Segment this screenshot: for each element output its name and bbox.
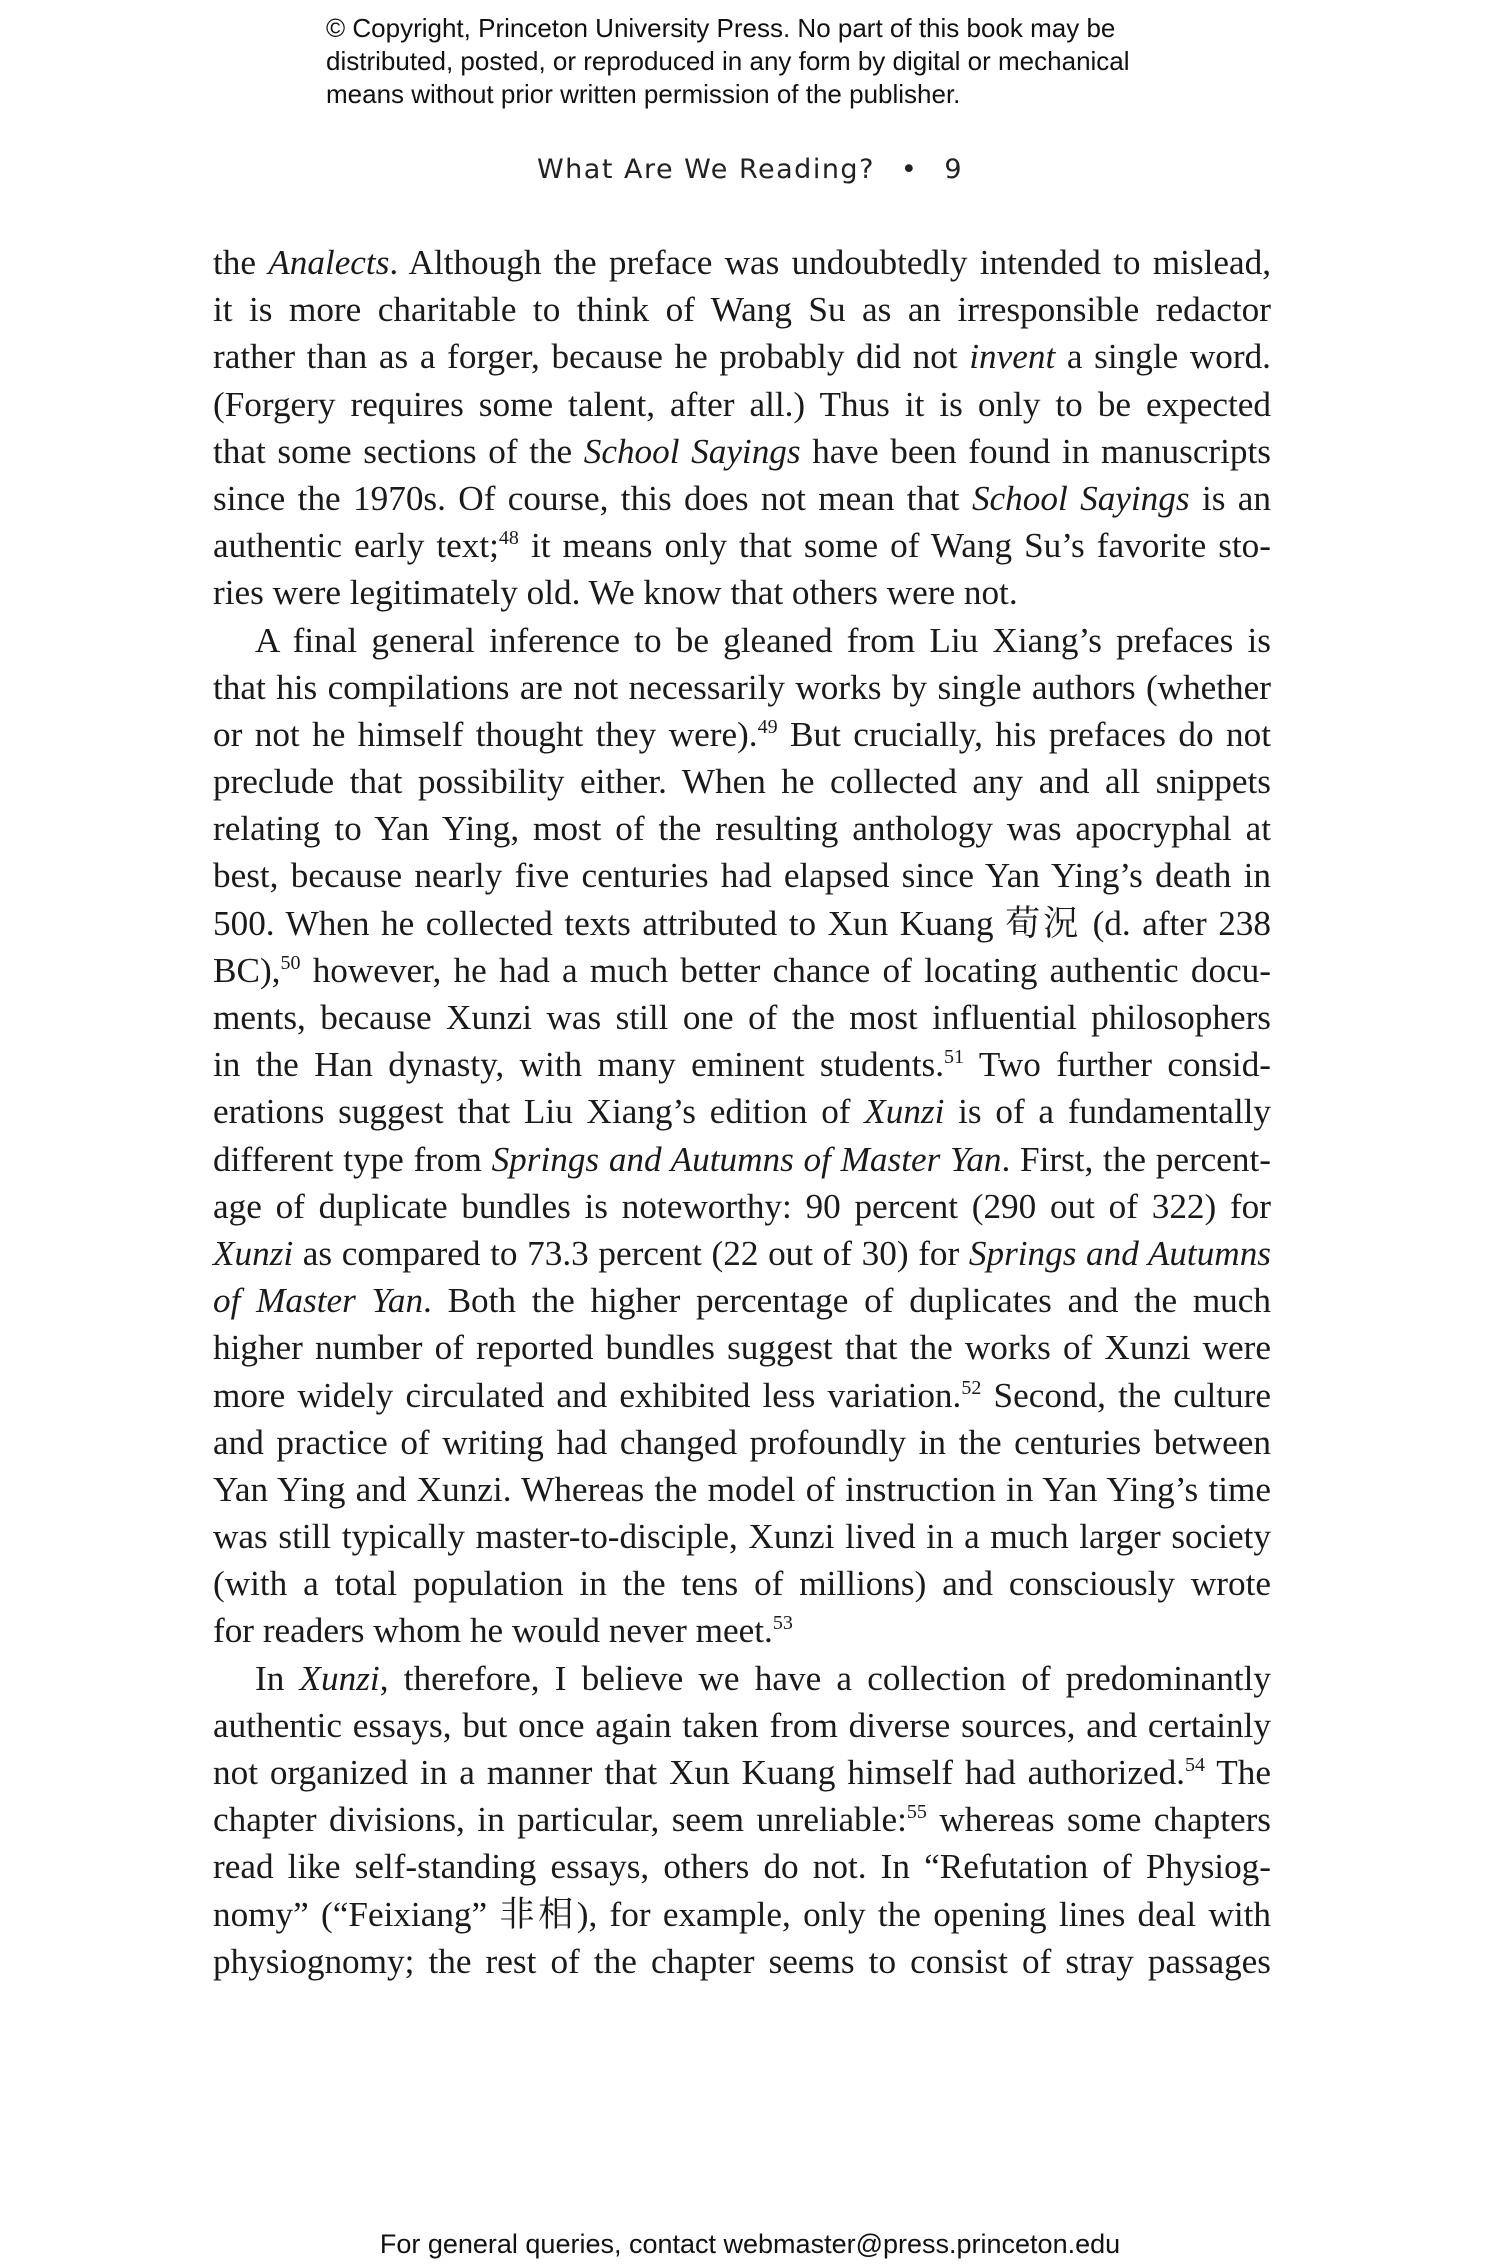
text-segment: and practice of writing had changed profoundly in the centuries between [213, 1422, 1271, 1462]
text-line [213, 522, 1271, 569]
text-line [213, 664, 1271, 711]
italic-text: Xunzi [213, 1233, 294, 1273]
copyright-notice [326, 12, 1206, 111]
italic-text: Xunzi [299, 1658, 380, 1698]
italic-text: Analects [268, 243, 390, 282]
text-segment: best, because nearly five centuries had elapsed since Yan Ying’s death in [213, 856, 1271, 896]
text-segment: higher number of reported bundles suggest that the works of Xunzi were [213, 1328, 1271, 1368]
text-segment: A final general inference to be gleaned from Liu Xiang’s prefaces is [255, 620, 1271, 660]
text-segment: for readers whom he would never meet. [213, 1611, 773, 1651]
text-segment: different type from [213, 1139, 492, 1179]
text-segment: preclude that possibility either. When he collected any and all snippets [213, 762, 1271, 802]
text-line [213, 1466, 1271, 1513]
text-segment: . Both the higher percentage of duplicates and the much [423, 1281, 1271, 1321]
text-line [213, 333, 1271, 380]
footnote-ref: 48 [498, 527, 519, 550]
text-segment: nomy” (“Feixiang” 非相), for example, only the opening lines deal with [213, 1894, 1271, 1934]
text-segment: more widely circulated and exhibited less variation. [213, 1375, 962, 1415]
text-segment: . Although the preface was undoubtedly intended to mislead, [389, 243, 1271, 282]
text-line [213, 1843, 1271, 1890]
text-segment: The [1204, 1753, 1271, 1792]
text-segment: physiognomy; the rest of the chapter seems to consist of stray passages [213, 1941, 1271, 1981]
text-line [213, 1419, 1271, 1466]
text-segment: since the 1970s. Of course, this does not mean that [213, 478, 972, 518]
text-line [213, 1891, 1271, 1938]
text-segment: not organized in a manner that Xun Kuang himself had authorized. [213, 1753, 1185, 1792]
footnote-ref: 53 [772, 1612, 793, 1635]
text-segment: ries were legitimately old. We know that others were not. [213, 573, 1018, 613]
italic-text: School Sayings [583, 431, 801, 471]
text-line [213, 1560, 1271, 1607]
text-segment: read like self-standing essays, others do not. In “Refutation of Physiog- [213, 1847, 1271, 1887]
italic-text: Springs and Autumns of Master Yan [491, 1139, 1002, 1179]
text-segment: Second, the culture [981, 1375, 1271, 1415]
text-segment: is of a fundamentally [944, 1092, 1271, 1132]
text-segment: as compared to 73.3 percent (22 out of 30) for [293, 1233, 969, 1273]
text-segment: (Forgery requires some talent, after all.) Thus it is only to be expected [213, 384, 1271, 424]
text-line [213, 286, 1271, 333]
text-segment: chapter divisions, in particular, seem unreliable: [213, 1800, 907, 1840]
copyright-line: © Copyright, Princeton University Press. No part of this book may be [326, 13, 1116, 43]
running-head-title: What Are We Reading? [536, 154, 875, 185]
text-line [213, 239, 1271, 286]
text-line [213, 1324, 1271, 1371]
text-line [213, 1749, 1271, 1796]
page-number: 9 [944, 154, 964, 185]
text-segment: that some sections of the [213, 431, 584, 471]
text-line [213, 381, 1271, 428]
running-head-separator: • [900, 154, 919, 185]
text-segment: rather than as a forger, because he probably did not [213, 337, 970, 377]
text-line [213, 994, 1271, 1041]
italic-text: Xunzi [864, 1092, 945, 1132]
text-segment: however, he had a much better chance of locating authentic docu- [300, 950, 1271, 990]
footnote-ref: 54 [1184, 1754, 1205, 1776]
footnote-ref: 52 [961, 1376, 982, 1399]
text-segment: it is more charitable to think of Wang Su as an irresponsible redactor [213, 290, 1271, 330]
running-head [0, 152, 1500, 188]
text-line [213, 1796, 1271, 1843]
text-segment: (with a total population in the tens of millions) and consciously wrote [213, 1564, 1271, 1604]
text-line [213, 1655, 1271, 1702]
text-line [213, 428, 1271, 475]
text-segment: was still typically master-to-disciple, Xunzi lived in a much larger society [213, 1517, 1271, 1557]
text-line [213, 1230, 1271, 1277]
text-line [213, 617, 1271, 664]
text-line [213, 1088, 1271, 1135]
text-line [213, 900, 1271, 947]
text-line [213, 1513, 1271, 1560]
text-line [213, 1702, 1271, 1749]
text-segment: in the Han dynasty, with many eminent students. [213, 1045, 945, 1085]
text-line [213, 1136, 1271, 1183]
text-segment: , therefore, I believe we have a collection of predominantly [379, 1658, 1271, 1698]
text-segment: In [255, 1658, 300, 1698]
footer-contact: For general queries, contact webmaster@press.princeton.edu [379, 2229, 1121, 2259]
text-segment: that his compilations are not necessarily works by single authors (whether [213, 667, 1271, 707]
text-segment: But crucially, his prefaces do not [777, 714, 1271, 754]
text-line [213, 1183, 1271, 1230]
text-line [213, 569, 1271, 616]
text-segment: Yan Ying and Xunzi. Whereas the model of instruction in Yan Ying’s time [213, 1469, 1271, 1509]
text-line [213, 1277, 1271, 1324]
text-segment: is an [1189, 478, 1271, 518]
text-line [213, 947, 1271, 994]
text-line [213, 1607, 1271, 1654]
text-segment: BC), [213, 950, 281, 990]
text-line [213, 1938, 1271, 1985]
text-segment: erations suggest that Liu Xiang’s edition of [213, 1092, 865, 1132]
italic-text: School Sayings [971, 478, 1190, 518]
text-segment: authentic essays, but once again taken from diverse sources, and certainly [213, 1705, 1271, 1745]
text-line [213, 1372, 1271, 1419]
text-segment: have been found in manuscripts [800, 431, 1271, 471]
text-line [213, 852, 1271, 899]
text-segment: 500. When he collected texts attributed to Xun Kuang 荀況 (d. after 238 [213, 903, 1271, 943]
text-segment: ments, because Xunzi was still one of the most influential philosophers [213, 998, 1271, 1037]
text-segment: the [213, 243, 269, 282]
text-segment: or not he himself thought they were). [213, 714, 758, 754]
footnote-ref: 55 [906, 1801, 927, 1824]
text-segment: age of duplicate bundles is noteworthy: 90 percent (290 out of 322) for [213, 1186, 1271, 1226]
copyright-line: means without prior written permission of the publisher. [326, 79, 961, 109]
text-segment: Two further consid- [964, 1045, 1272, 1085]
text-segment: it means only that some of Wang Su’s favorite sto- [518, 526, 1271, 566]
text-line [213, 1041, 1271, 1088]
text-segment: a single word. [1055, 337, 1271, 377]
text-line [213, 758, 1271, 805]
italic-text: of Master Yan [213, 1281, 424, 1321]
text-segment: relating to Yan Ying, most of the resulting anthology was apocryphal at [213, 809, 1271, 849]
text-segment: whereas some chapters [926, 1800, 1271, 1840]
text-line [213, 475, 1271, 522]
footnote-ref: 50 [280, 951, 301, 974]
copyright-line: distributed, posted, or reproduced in any form by digital or mechanical [326, 46, 1130, 76]
footnote-ref: 49 [757, 715, 778, 738]
italic-text: invent [969, 337, 1056, 377]
body-text [213, 239, 1271, 1985]
footnote-ref: 51 [944, 1046, 965, 1069]
italic-text: Springs and Autumns [968, 1233, 1272, 1273]
text-line [213, 805, 1271, 852]
text-segment: . First, the percent- [1001, 1139, 1271, 1179]
text-segment: authentic early text; [213, 526, 499, 566]
text-line [213, 711, 1271, 758]
